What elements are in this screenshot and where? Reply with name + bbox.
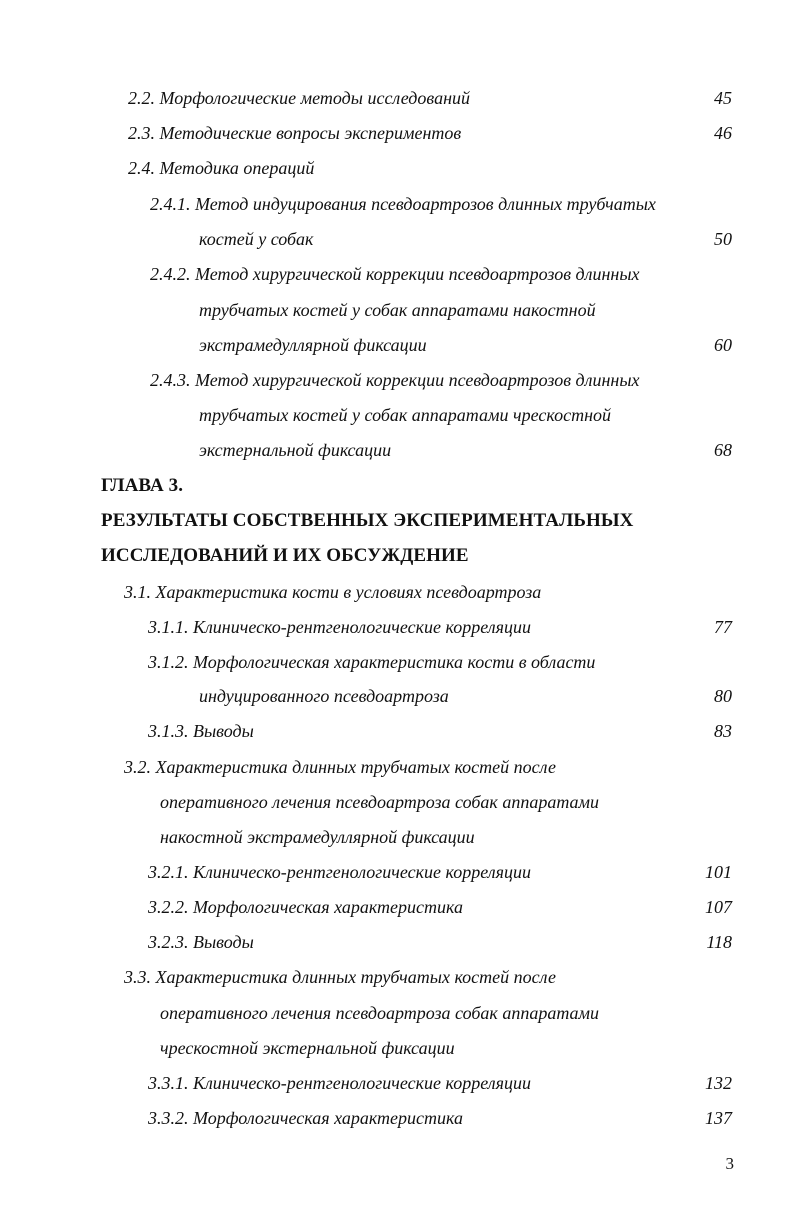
toc-entry-text: 3.3.1. Клиническо-рентгенологические корреляции	[148, 1073, 532, 1093]
toc-entry-text: 3.3. Характеристика длинных трубчатых костей после	[124, 967, 556, 987]
toc-entry-text: 3.2.3. Выводы	[148, 932, 254, 952]
toc-entry-3-2-2	[148, 892, 463, 922]
toc-entry-text: 2.4.3. Метод хирургической коррекции псевдоартрозов длинных	[150, 370, 640, 390]
toc-entry-text: 3.1. Характеристика кости в условиях псевдоартроза	[124, 582, 542, 602]
toc-page-number: 101	[705, 862, 732, 882]
toc-entry-text: оперативного лечения псевдоартроза собак аппаратами	[160, 1003, 600, 1023]
toc-entry-3-1-2-line2	[199, 681, 449, 711]
toc-entry-3-3-line1	[124, 962, 556, 992]
toc-entry-3-2-1	[148, 857, 531, 887]
toc-entry-text: 3.2. Характеристика длинных трубчатых костей после	[124, 757, 556, 777]
toc-page-number: 132	[705, 1073, 732, 1093]
toc-entry-text: трубчатых костей у собак аппаратами накостной	[199, 300, 596, 320]
toc-page-number: 83	[714, 721, 732, 741]
toc-page-number: 80	[714, 686, 732, 706]
page-number: 3	[725, 1154, 734, 1173]
toc-page-number: 46	[714, 123, 732, 143]
toc-page-number: 137	[705, 1108, 732, 1128]
toc-entry-3-3-line3	[160, 1033, 455, 1063]
toc-entry-2-4-2-line2	[199, 295, 596, 325]
toc-entry-text: 2.2. Морфологические методы исследований	[128, 88, 470, 108]
toc-page-number: 107	[705, 897, 732, 917]
toc-entry-3-1-3	[148, 716, 254, 746]
chapter-label: ГЛАВА 3.	[101, 475, 184, 496]
toc-entry-3-3-1	[148, 1068, 531, 1098]
toc-entry-text: индуцированного псевдоартроза	[199, 686, 449, 706]
toc-entry-3-3-2	[148, 1103, 463, 1133]
toc-page-number: 118	[706, 932, 732, 952]
toc-entry-text: 2.4.1. Метод индуцирования псевдоартрозов длинных трубчатых	[150, 194, 656, 214]
toc-entry-3-2-line1	[124, 752, 556, 782]
toc-entry-2-4-3-line3	[199, 435, 391, 465]
toc-entry-text: оперативного лечения псевдоартроза собак аппаратами	[160, 792, 600, 812]
toc-entry-2-4-2-line1	[150, 259, 640, 289]
toc-entry-2-4	[128, 153, 314, 183]
toc-entry-2-4-1-line1	[150, 189, 656, 219]
toc-entry-text: костей у собак	[199, 229, 314, 249]
toc-entry-2-4-1-line2	[199, 224, 313, 254]
toc-page-number: 77	[714, 617, 732, 637]
toc-entry-3-2-3	[148, 927, 254, 957]
toc-entry-text: 2.4.2. Метод хирургической коррекции псевдоартрозов длинных	[150, 264, 640, 284]
toc-page-number: 50	[714, 229, 732, 249]
toc-entry-3-2-line2	[160, 787, 599, 817]
toc-entry-text: 3.1.1. Клиническо-рентгенологические корреляции	[148, 617, 532, 637]
toc-entry-text: 3.1.3. Выводы	[148, 721, 254, 741]
chapter-title-line1: РЕЗУЛЬТАТЫ СОБСТВЕННЫХ ЭКСПЕРИМЕНТАЛЬНЫХ	[101, 510, 634, 531]
toc-entry-text: 3.3.2. Морфологическая характеристика	[148, 1108, 463, 1128]
toc-entry-text: 3.2.2. Морфологическая характеристика	[148, 897, 463, 917]
toc-entry-text: накостной экстрамедуллярной фиксации	[160, 827, 475, 847]
toc-entry-2-4-3-line2	[199, 400, 611, 430]
toc-page-number: 60	[714, 335, 732, 355]
toc-entry-2-4-2-line3	[199, 330, 427, 360]
toc-entry-2-3	[128, 118, 461, 148]
toc-entry-text: 3.1.2. Морфологическая характеристика кости в области	[148, 652, 596, 672]
toc-entry-2-2	[128, 83, 470, 113]
toc-entry-text: чрескостной экстернальной фиксации	[160, 1038, 455, 1058]
toc-entry-text: 2.4. Методика операций	[128, 158, 315, 178]
toc-entry-3-2-line3	[160, 822, 475, 852]
toc-entry-3-1-2-line1	[148, 647, 595, 677]
toc-entry-text: 3.2.1. Клиническо-рентгенологические корреляции	[148, 862, 532, 882]
toc-entry-2-4-3-line1	[150, 365, 640, 395]
toc-entry-3-3-line2	[160, 998, 599, 1028]
chapter-title-line2: ИССЛЕДОВАНИЙ И ИХ ОБСУЖДЕНИЕ	[101, 545, 469, 566]
toc-page-number: 68	[714, 440, 732, 460]
toc-entry-3-1	[124, 577, 541, 607]
toc-entry-text: экстернальной фиксации	[199, 440, 392, 460]
toc-entry-text: экстрамедуллярной фиксации	[199, 335, 427, 355]
toc-entry-3-1-1	[148, 612, 531, 642]
toc-entry-text: 2.3. Методические вопросы экспериментов	[128, 123, 462, 143]
toc-page-number: 45	[714, 88, 732, 108]
toc-entry-text: трубчатых костей у собак аппаратами чрескостной	[199, 405, 611, 425]
